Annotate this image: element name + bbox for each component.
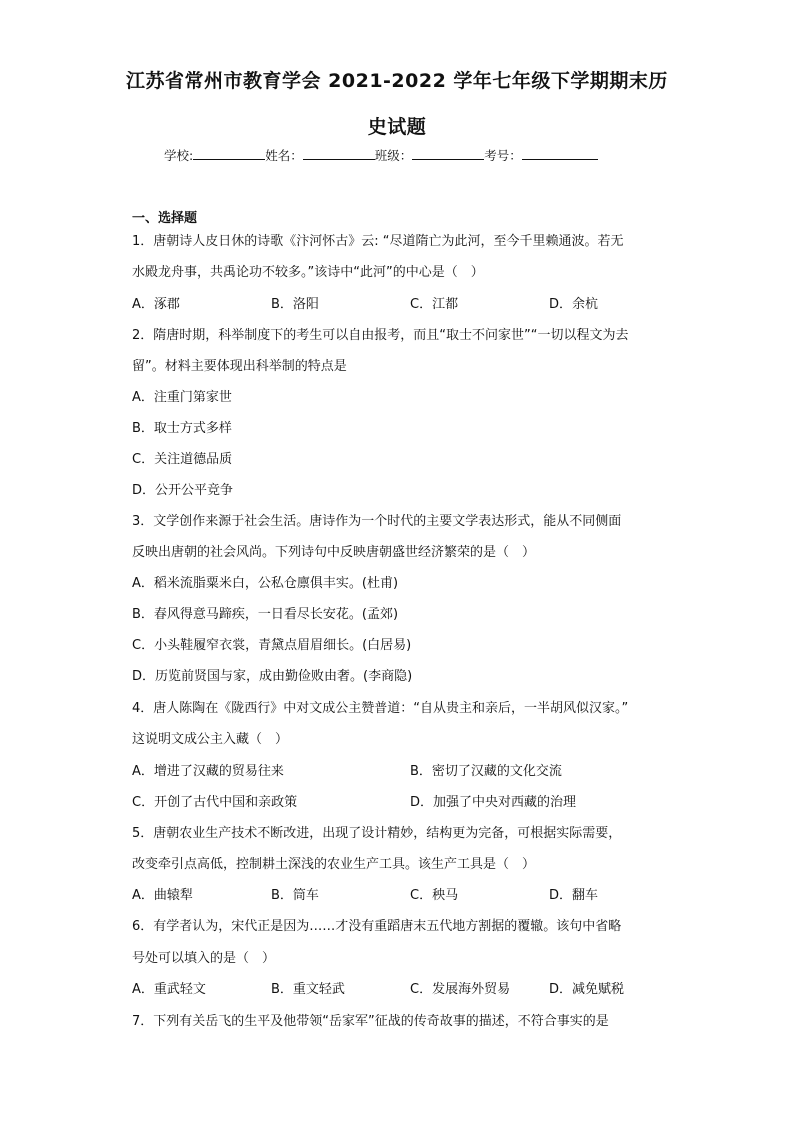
name-blank[interactable]	[303, 147, 375, 160]
option-d[interactable]: D．历览前贤国与家，成由勤俭败由奢。(李商隐)	[132, 669, 413, 684]
class-label: 班级：	[374, 148, 413, 163]
option-d[interactable]: D．翻车	[549, 888, 599, 903]
option-a[interactable]: A．重武轻文	[132, 982, 206, 997]
option-c[interactable]: C．发展海外贸易	[410, 982, 511, 997]
option-a[interactable]: A．注重门第家世	[132, 390, 232, 405]
question-4-line-1: 4．唐人陈陶在《陇西行》中对文成公主赞普道：“自从贵主和亲后，一半胡风似汉家。”	[132, 701, 629, 716]
exam-title-line-2: 史试题	[367, 116, 427, 138]
option-d[interactable]: D．余杭	[549, 297, 599, 312]
question-3-line-2: 反映出唐朝的社会风尚。下列诗句中反映唐朝盛世经济繁荣的是（ ）	[132, 545, 536, 560]
question-7-line-1: 7．下列有关岳飞的生平及他带领“岳家军”征战的传奇故事的描述，不符合事实的是	[132, 1014, 609, 1029]
question-6-line-1: 6．有学者认为，宋代正是因为……才没有重蹈唐末五代地方割据的覆辙。该句中省略	[132, 919, 622, 934]
question-2-line-1: 2．隋唐时期，科举制度下的考生可以自由报考，而且“取士不问家世”“一切以程文为去	[132, 328, 629, 343]
section-heading: 一、选择题	[132, 211, 198, 226]
option-b[interactable]: B．密切了汉藏的文化交流	[410, 764, 562, 779]
name-label: 姓名：	[265, 148, 303, 163]
option-c[interactable]: C．秧马	[410, 888, 459, 903]
exam-no-blank[interactable]	[522, 147, 598, 160]
option-c[interactable]: C．开创了古代中国和亲政策	[132, 795, 298, 810]
student-info-row	[164, 146, 598, 164]
option-a[interactable]: A．涿郡	[132, 297, 180, 312]
option-d[interactable]: D．公开公平竞争	[132, 483, 234, 498]
option-b[interactable]: B．重文轻武	[271, 982, 345, 997]
question-5-line-1: 5．唐朝农业生产技术不断改进，出现了设计精妙，结构更为完备，可根据实际需要，	[132, 826, 622, 841]
question-5-line-2: 改变牵引点高低，控制耕土深浅的农业生产工具。该生产工具是（ ）	[132, 857, 536, 872]
question-2-line-2: 留”。材料主要体现出科举制的特点是	[132, 359, 347, 374]
school-label: 学校:	[164, 148, 194, 163]
class-blank[interactable]	[412, 147, 484, 160]
school-blank[interactable]	[193, 147, 265, 160]
option-d[interactable]: D．减免赋税	[549, 982, 625, 997]
question-6-line-2: 号处可以填入的是（ ）	[132, 951, 276, 966]
question-1-line-2: 水殿龙舟事，共禹论功不较多。”该诗中“此河”的中心是（ ）	[132, 265, 484, 280]
option-c[interactable]: C．关注道德品质	[132, 452, 233, 467]
question-4-line-2: 这说明文成公主入藏（ ）	[132, 732, 289, 747]
option-c[interactable]: C．小头鞋履窄衣裳，青黛点眉眉细长。(白居易)	[132, 638, 412, 653]
question-1-line-1: 1．唐朝诗人皮日休的诗歌《汴河怀古》云: “尽道隋亡为此河，至今千里赖通波。若无	[132, 234, 624, 249]
exam-title-line-1: 江苏省常州市教育学会 2021-2022 学年七年级下学期期末历	[126, 70, 668, 92]
option-b[interactable]: B．春风得意马蹄疾，一日看尽长安花。(孟郊)	[132, 607, 399, 622]
option-c[interactable]: C．江都	[410, 297, 459, 312]
option-b[interactable]: B．洛阳	[271, 297, 319, 312]
exam-no-label: 考号：	[484, 148, 522, 163]
option-d[interactable]: D．加强了中央对西藏的治理	[410, 795, 577, 810]
question-3-line-1: 3．文学创作来源于社会生活。唐诗作为一个时代的主要文学表达形式，能从不同侧面	[132, 514, 622, 529]
option-b[interactable]: B．筒车	[271, 888, 319, 903]
option-a[interactable]: A．增进了汉藏的贸易往来	[132, 764, 284, 779]
option-a[interactable]: A．稻米流脂粟米白，公私仓廪俱丰实。(杜甫)	[132, 576, 399, 591]
option-b[interactable]: B．取士方式多样	[132, 421, 232, 436]
option-a[interactable]: A．曲辕犁	[132, 888, 193, 903]
